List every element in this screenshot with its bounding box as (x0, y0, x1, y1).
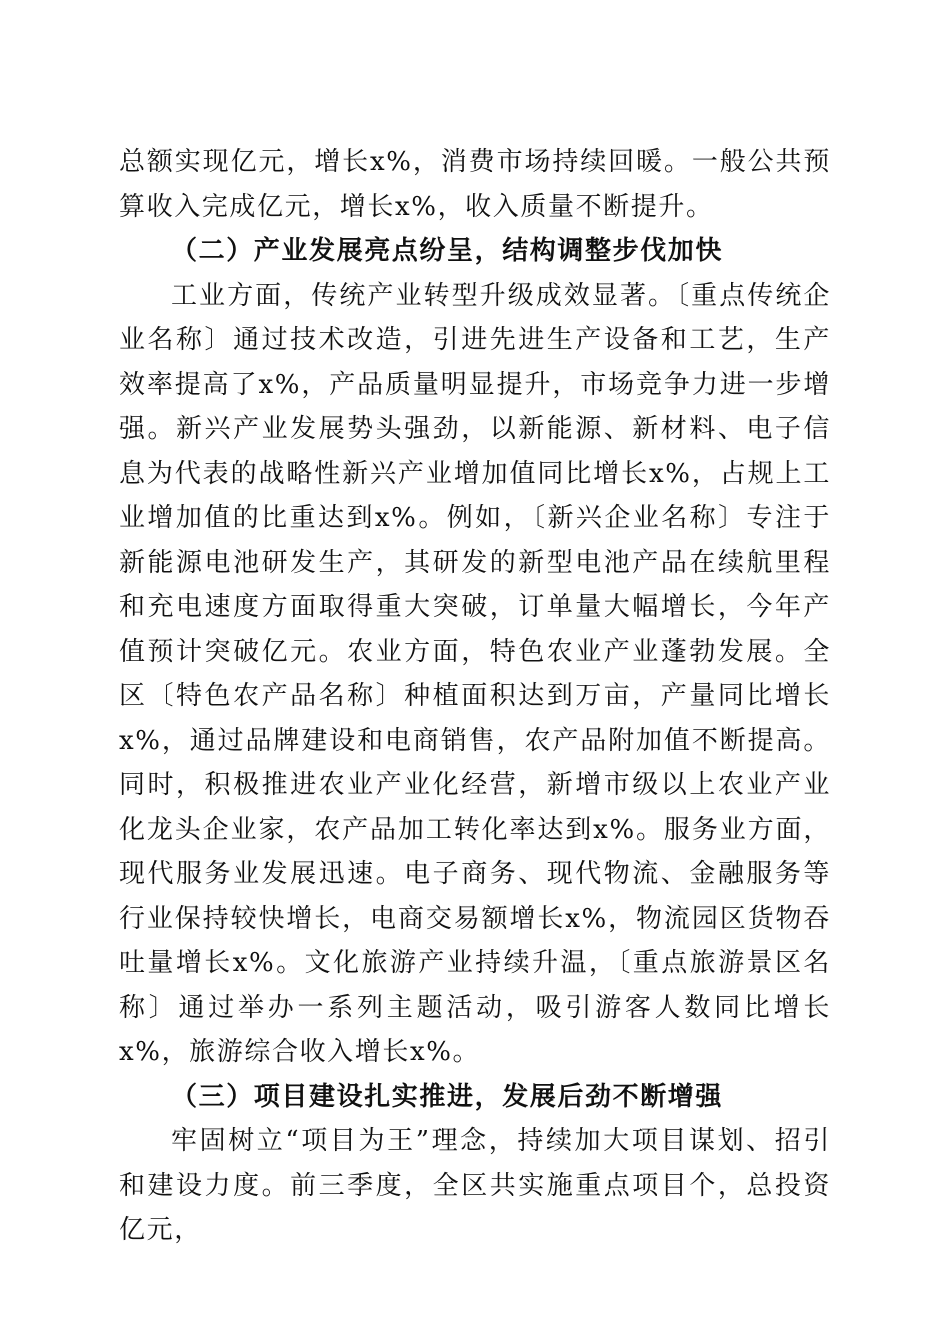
paragraph-industry: 工业方面，传统产业转型升级成效显著。〔重点传统企业名称〕通过技术改造，引进先进生产设备和工艺，生产效率提高了x%，产品质量明显提升，市场竞争力进一步增强。新兴产业发展势头强劲，以新能源、新材料、电子信息为代表的战略性新兴产业增加值同比增长x%，占规上工业增加值的比重达到x%。例如，〔新兴企业名称〕专注于新能源电池研发生产，其研发的新型电池产品在续航里程和充电速度方面取得重大突破，订单量大幅增长，今年产值预计突破亿元。农业方面，特色农业产业蓬勃发展。全区〔特色农产品名称〕种植面积达到万亩，产量同比增长x%，通过品牌建设和电商销售，农产品附加值不断提高。同时，积极推进农业产业化经营，新增市级以上农业产业化龙头企业家，农产品加工转化率达到x%。服务业方面，现代服务业发展迅速。电子商务、现代物流、金融服务等行业保持较快增长，电商交易额增长x%，物流园区货物吞吐量增长x%。文化旅游产业持续升温，〔重点旅游景区名称〕通过举办一系列主题活动，吸引游客人数同比增长x%，旅游综合收入增长x%。 (119, 280, 831, 1067)
document-body (119, 140, 831, 1253)
section-heading-2: （二）产业发展亮点纷呈，结构调整步伐加快 (171, 236, 724, 266)
paragraph-projects: 牢固树立“项目为王”理念，持续加大项目谋划、招引和建设力度。前三季度，全区共实施重点项目个，总投资亿元， (119, 1126, 831, 1245)
paragraph-continuation: 总额实现亿元，增长x%，消费市场持续回暖。一般公共预算收入完成亿元，增长x%，收入质量不断提升。 (119, 147, 831, 222)
section-heading-3: （三）项目建设扎实推进，发展后劲不断增强 (171, 1081, 724, 1112)
